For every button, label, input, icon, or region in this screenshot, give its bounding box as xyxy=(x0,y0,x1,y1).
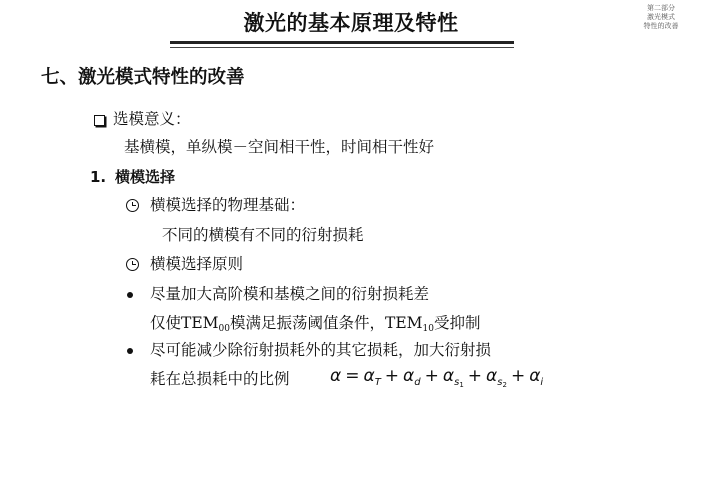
basis-text: 不同的横模有不同的衍射损耗 xyxy=(162,226,364,244)
bullet-item: 尽可能减少除衍射损耗外的其它损耗，加大衍射损 xyxy=(150,341,492,359)
loss-formula xyxy=(330,365,543,387)
title-underline-thin xyxy=(170,47,514,48)
section-corner-label xyxy=(626,4,696,31)
tem-subscript: 00 xyxy=(218,324,230,334)
corner-line: 特性的改善 xyxy=(643,22,679,30)
corner-line: 第二部分 xyxy=(647,4,675,12)
formula-symbol: α xyxy=(486,366,498,386)
formula-subscript-letter: s xyxy=(497,377,503,388)
formula-operator: + xyxy=(510,366,526,386)
formula-operator: + xyxy=(467,366,483,386)
bullet-dot-icon xyxy=(127,292,133,298)
checkbox-square-icon xyxy=(94,115,105,126)
formula-symbol: α xyxy=(403,366,415,386)
formula-subscript-letter: s xyxy=(454,377,460,388)
clock-icon xyxy=(126,199,139,212)
formula-subscript: T xyxy=(374,377,381,388)
formula-subscript xyxy=(454,377,464,388)
tem-text: 受抑制 xyxy=(433,314,481,332)
formula-symbol: α xyxy=(330,366,342,386)
formula-subscript: d xyxy=(414,377,421,388)
formula-symbol: α xyxy=(363,366,375,386)
formula-operator: + xyxy=(384,366,400,386)
tem-text: 模满足振荡阈值条件，TEM xyxy=(229,314,423,332)
formula-subscript-index: 1 xyxy=(459,381,464,389)
title-underline-thick xyxy=(170,41,514,44)
formula-operator: + xyxy=(424,366,439,386)
bullet-item: 尽量加大高阶模和基模之间的衍射损耗差 xyxy=(150,285,430,303)
formula-subscript-index: 2 xyxy=(502,381,507,389)
bullet-continuation xyxy=(150,313,480,333)
tem-subscript: 10 xyxy=(422,324,434,334)
mode-selection-meaning: 基横模，单纵模－空间相干性，时间相干性好 xyxy=(124,138,435,156)
clock-icon xyxy=(126,258,139,271)
formula-subscript: i xyxy=(540,377,544,388)
formula-operator: = xyxy=(345,366,360,386)
page-title: 激光的基本原理及特性 xyxy=(243,11,459,35)
subsection-heading: 横模选择 xyxy=(115,168,176,186)
tem-text: 仅使TEM xyxy=(150,314,219,332)
formula-symbol: α xyxy=(442,366,455,386)
formula-subscript xyxy=(497,377,507,388)
mode-selection-label: 选模意义： xyxy=(113,110,191,128)
formula-symbol: α xyxy=(529,366,541,386)
basis-label: 横模选择的物理基础： xyxy=(150,196,306,214)
corner-line: 激光模式 xyxy=(647,13,675,21)
principle-label: 横模选择原则 xyxy=(150,255,244,273)
subsection-number: 1. xyxy=(90,168,107,186)
section-heading: 七、激光模式特性的改善 xyxy=(41,67,245,88)
bullet-dot-icon xyxy=(127,348,133,354)
bullet-continuation: 耗在总损耗中的比例 xyxy=(150,370,290,388)
